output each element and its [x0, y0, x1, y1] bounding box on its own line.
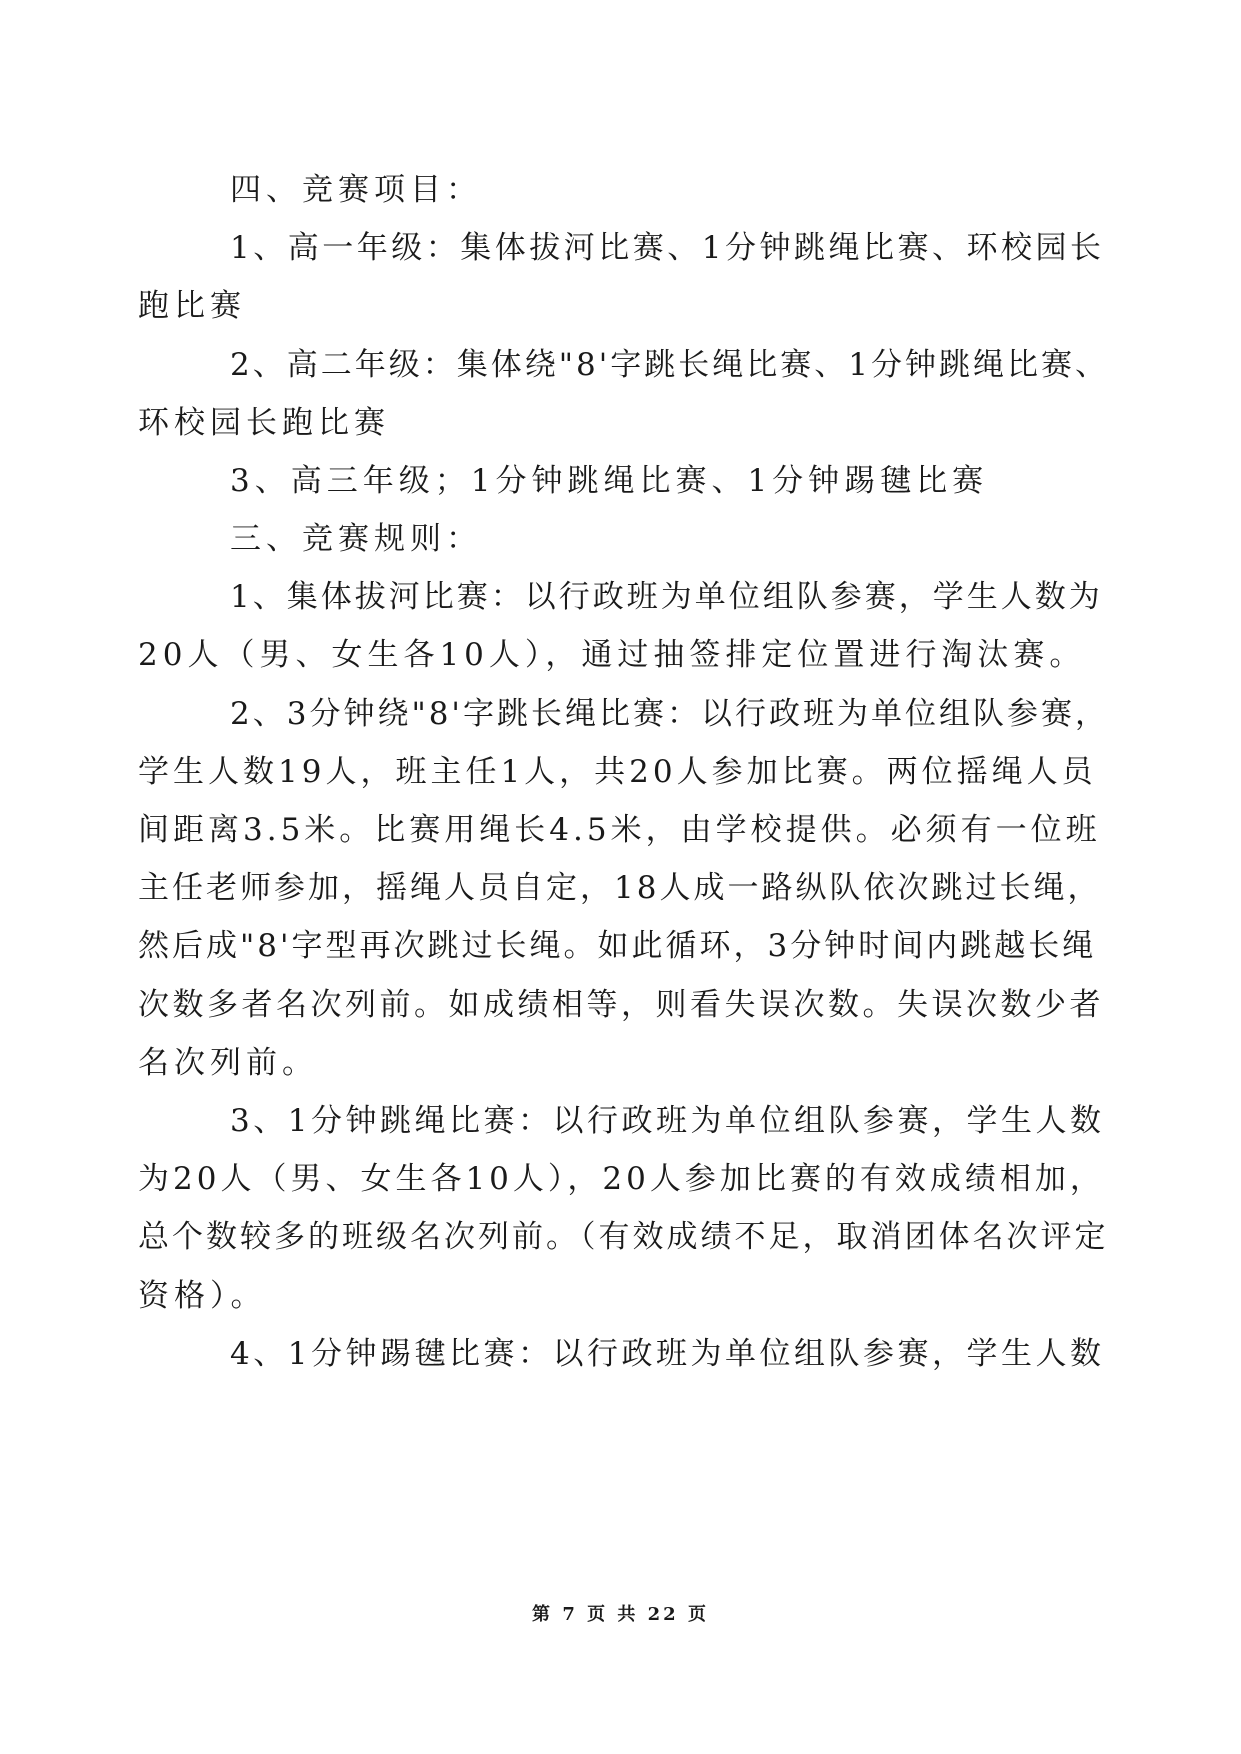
paragraph-line: 2、高二年级：集体绕"8'字跳长绳比赛、1分钟跳绳比赛、 [230, 347, 1109, 383]
paragraph-line: 跑比赛 [138, 288, 246, 324]
page-footer: 第 7 页 共 22 页 [532, 1604, 709, 1625]
paragraph-line: 然后成"8'字型再次跳过长绳。如此循环，3分钟时间内跳越长绳 [138, 928, 1097, 964]
paragraph-line: 次数多者名次列前。如成绩相等，则看失误次数。失误次数少者 [138, 987, 1104, 1023]
paragraph-line: 为20人（男、女生各10人），20人参加比赛的有效成绩相加， [138, 1161, 1105, 1197]
section-heading-rules: 三、竞赛规则： [230, 521, 482, 557]
paragraph-line: 总个数较多的班级名次列前。（有效成绩不足，取消团体名次评定 [138, 1219, 1109, 1255]
paragraph-line: 3、1分钟跳绳比赛：以行政班为单位组队参赛，学生人数 [230, 1103, 1105, 1139]
paragraph-line: 4、1分钟踢毽比赛：以行政班为单位组队参赛，学生人数 [230, 1336, 1105, 1372]
paragraph-line: 名次列前。 [138, 1045, 318, 1081]
paragraph-line: 1、高一年级：集体拔河比赛、1分钟跳绳比赛、环校园长 [230, 230, 1105, 266]
paragraph-line: 间距离3.5米。比赛用绳长4.5米，由学校提供。必须有一位班 [138, 812, 1101, 848]
section-heading-events: 四、竞赛项目： [230, 172, 482, 208]
paragraph-line: 环校园长跑比赛 [138, 405, 390, 441]
paragraph-line: 20人（男、女生各10人），通过抽签排定位置进行淘汰赛。 [138, 637, 1086, 673]
paragraph-line: 资格）。 [138, 1278, 267, 1314]
paragraph-line: 3、高三年级；1分钟跳绳比赛、1分钟踢毽比赛 [230, 463, 989, 499]
paragraph-line: 1、集体拔河比赛：以行政班为单位组队参赛，学生人数为 [230, 579, 1103, 615]
paragraph-line: 学生人数19人，班主任1人，共20人参加比赛。两位摇绳人员 [138, 754, 1097, 790]
paragraph-line: 2、3分钟绕"8'字跳长绳比赛：以行政班为单位组队参赛， [230, 696, 1109, 732]
paragraph-line: 主任老师参加，摇绳人员自定，18人成一路纵队依次跳过长绳， [138, 870, 1102, 906]
